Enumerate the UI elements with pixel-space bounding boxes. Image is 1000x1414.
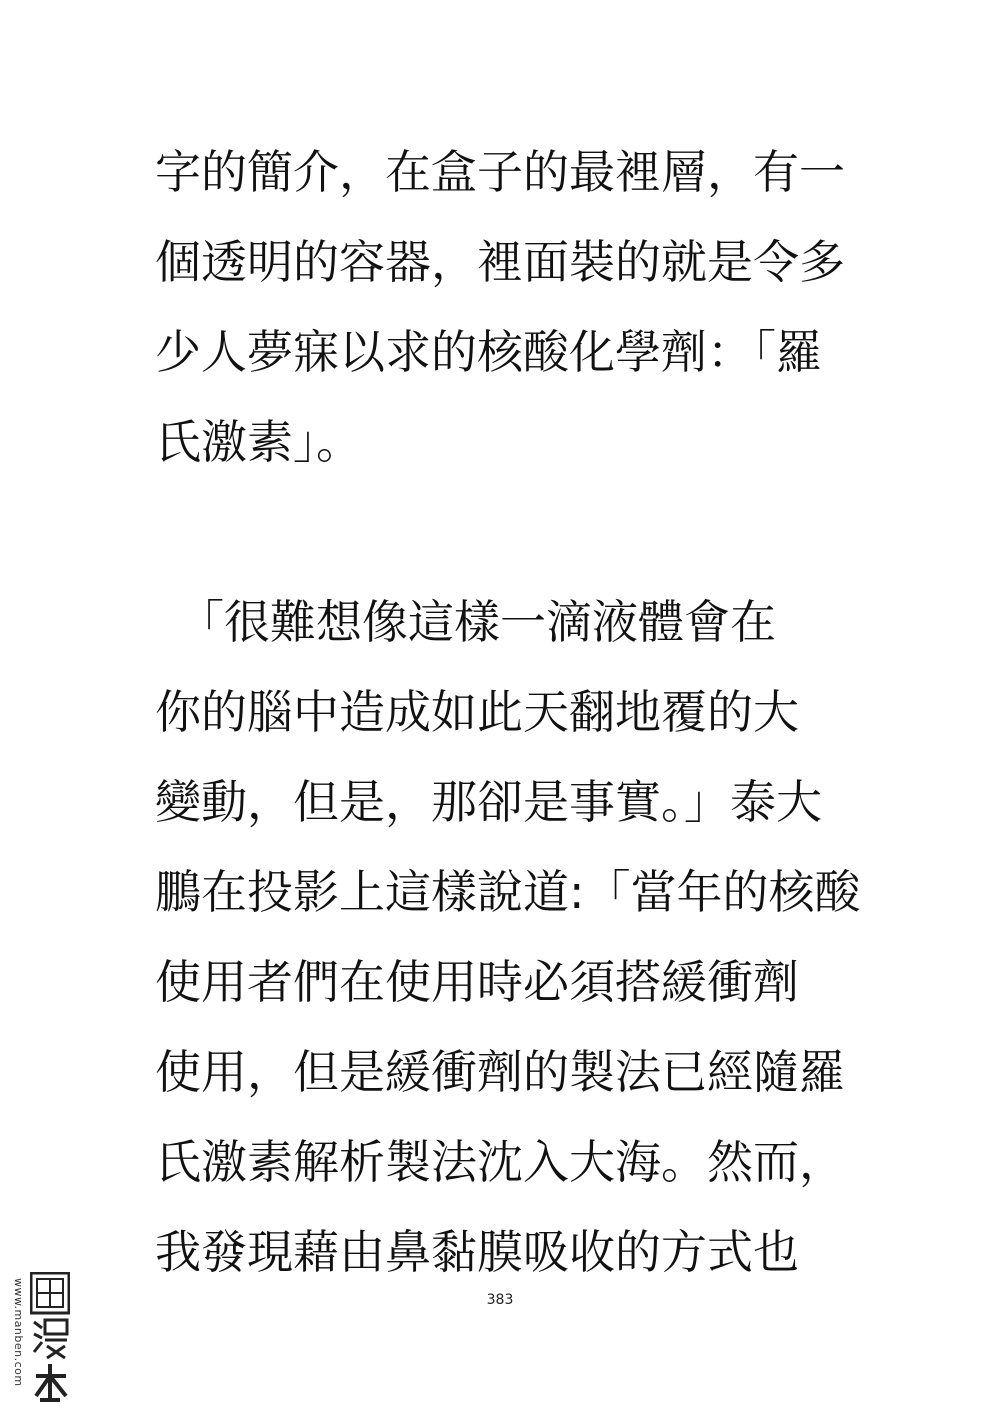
text-line: 變動，但是，那卻是事實。」泰大: [155, 775, 822, 829]
text-line: 氏激素」。: [155, 415, 362, 469]
manben-logo-icon: [30, 1272, 70, 1404]
text-line: 鵬在投影上這樣說道:「當年的核酸: [155, 865, 861, 919]
body-text: [155, 132, 875, 1302]
text-line: 個透明的容器，裡面裝的就是令多: [155, 235, 845, 289]
page-number: 383: [486, 1292, 514, 1308]
text-line: 字的簡介，在盒子的最裡層，有一: [155, 145, 845, 199]
watermark-url: www.manben.com: [12, 1278, 25, 1387]
text-line: 「很難想像這樣一滴液體會在: [155, 595, 776, 649]
text-line: 你的腦中造成如此天翻地覆的大: [155, 685, 799, 739]
text-line: 氏激素解析製法沈入大海。然而，: [155, 1135, 845, 1189]
watermark: [8, 1268, 72, 1408]
text-line: 少人夢寐以求的核酸化學劑：「羅: [155, 325, 822, 379]
text-line: 我發現藉由鼻黏膜吸收的方式也: [155, 1225, 799, 1279]
paragraph-gap: [155, 492, 875, 582]
text-line: 使用，但是緩衝劑的製法已經隨羅: [155, 1045, 845, 1099]
text-line: 使用者們在使用時必須搭緩衝劑: [155, 955, 799, 1009]
